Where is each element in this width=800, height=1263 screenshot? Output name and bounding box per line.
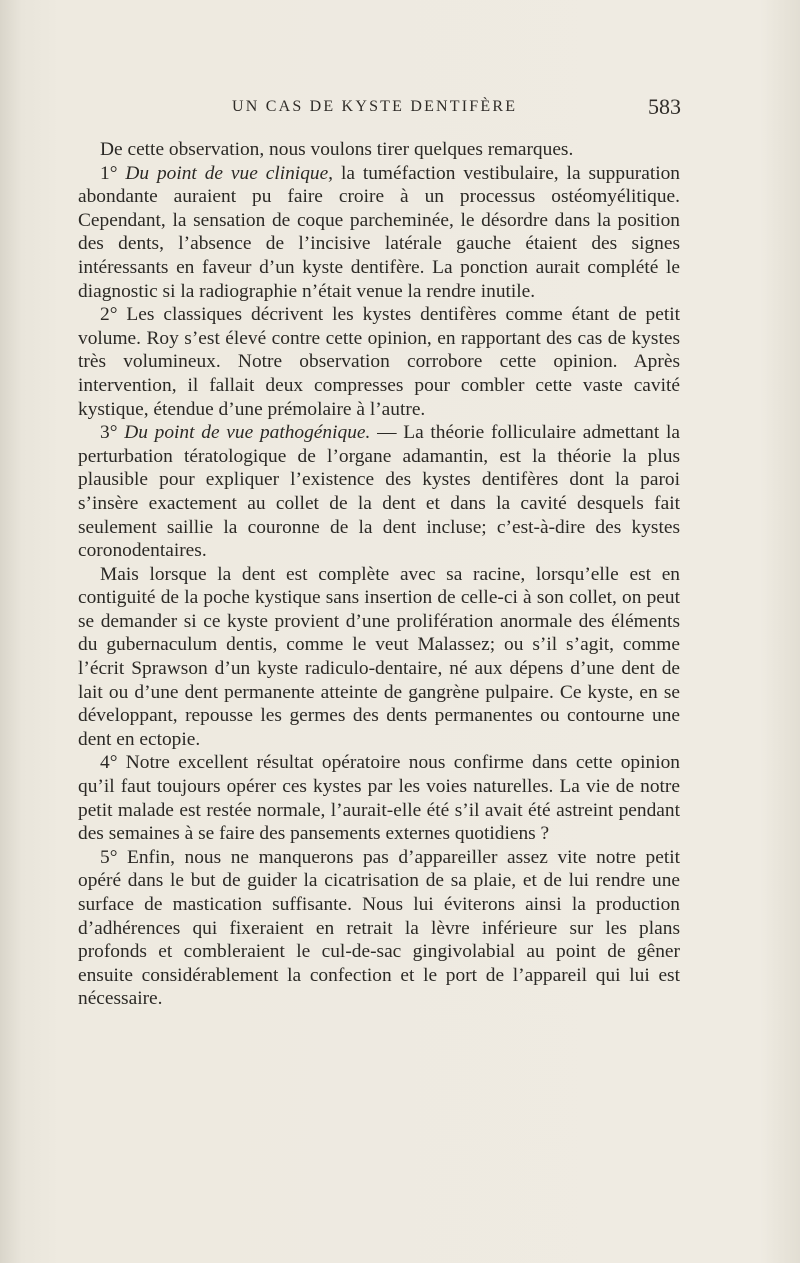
paragraph-number: 1° [100,162,126,184]
paragraph-point-3-continued [78,563,680,752]
paragraph-point-3 [78,421,680,563]
paragraph-text: — La théorie folliculaire admettant la perturbation tératologique de l’organe adamantin, est la théorie la plus plausible pour expliquer l’existence des kystes dentifères dont la paroi s’insère exactement au collet de la dent et dans la cavité desquels fait seulement saillie la couronne de la dent incluse; c’est-à-dire des kystes coronodentaires. [78,422,680,562]
paragraph-text: la tuméfaction vestibulaire, la suppuration abondante auraient pu faire croire à un processus ostéomyélitique. Cependant, la sensation de coque parcheminée, le désordre dans la position des dents, l’absence de l’incisive latérale gauche étaient des signes intéressants en faveur d’un kyste dentifère. La ponction aurait complété le diagnostic si la radiographie n’était venue la rendre inutile. [78,162,681,302]
paragraph-point-4 [78,751,680,845]
paragraph-intro [78,138,680,162]
paragraph-point-1 [78,162,680,304]
paragraph-text: 2° Les classiques décrivent les kystes dentifères comme étant de petit volume. Roy s’est élevé contre cette opinion, en rapportant des cas de kystes très volumineux. Notre observation corrobore cette opinion. Après intervention, il fallait deux compresses pour combler cette vaste cavité kystique, étendue d’une prémolaire à l’autre. [78,304,680,420]
paragraph-point-2 [78,303,680,421]
paragraph-text: 5° Enfin, nous ne manquerons pas d’appareiller assez vite notre petit opéré dans le but de guider la cicatrisation de sa plaie, et de lui rendre une surface de mastication suffisante. Nous lui éviterons ainsi la production d’adhérences qui fixeraient en retrait la lèvre inférieure sur les plans profonds et combleraient le cul-de-sac gingivolabial au point de gêner ensuite considérablement la confection et le port de l’appareil qui lui est nécessaire. [78,846,680,1010]
paragraph-point-5 [78,846,680,1011]
running-title: UN CAS DE KYSTE DENTIFÈRE [232,98,518,115]
paragraph-italic-title: Du point de vue clinique, [125,162,334,184]
paragraph-italic-title: Du point de vue pathogénique. [124,422,371,444]
paragraph-text: Mais lorsque la dent est complète avec sa racine, lorsqu’elle est en contiguité de la poche kystique sans insertion de celle-ci à son collet, on peut se demander si ce kyste provient d’une prolifération anormale des éléments du gubernaculum dentis, comme le veut Malassez; ou s’il s’agit, comme l’écrit Sprawson d’un kyste radiculo-dentaire, né aux dépens d’une dent de lait ou d’une dent permanente atteinte de gangrène pulpaire. Ce kyste, en se développant, repousse les germes des dents permanentes ou contourne une dent en ectopie. [78,563,680,750]
paragraph-text: De cette observation, nous voulons tirer quelques remarques. [100,139,574,160]
body-text [78,138,680,1011]
paragraph-number: 3° [100,422,125,444]
page-number: 583 [648,94,681,119]
paragraph-text: 4° Notre excellent résultat opératoire nous confirme dans cette opinion qu’il faut toujours opérer ces kystes par les voies naturelles. La vie de notre petit malade est restée normale, l’aurait-elle été s’il avait été astreint pendant des semaines à se faire des pansements externes quotidiens ? [78,752,680,845]
